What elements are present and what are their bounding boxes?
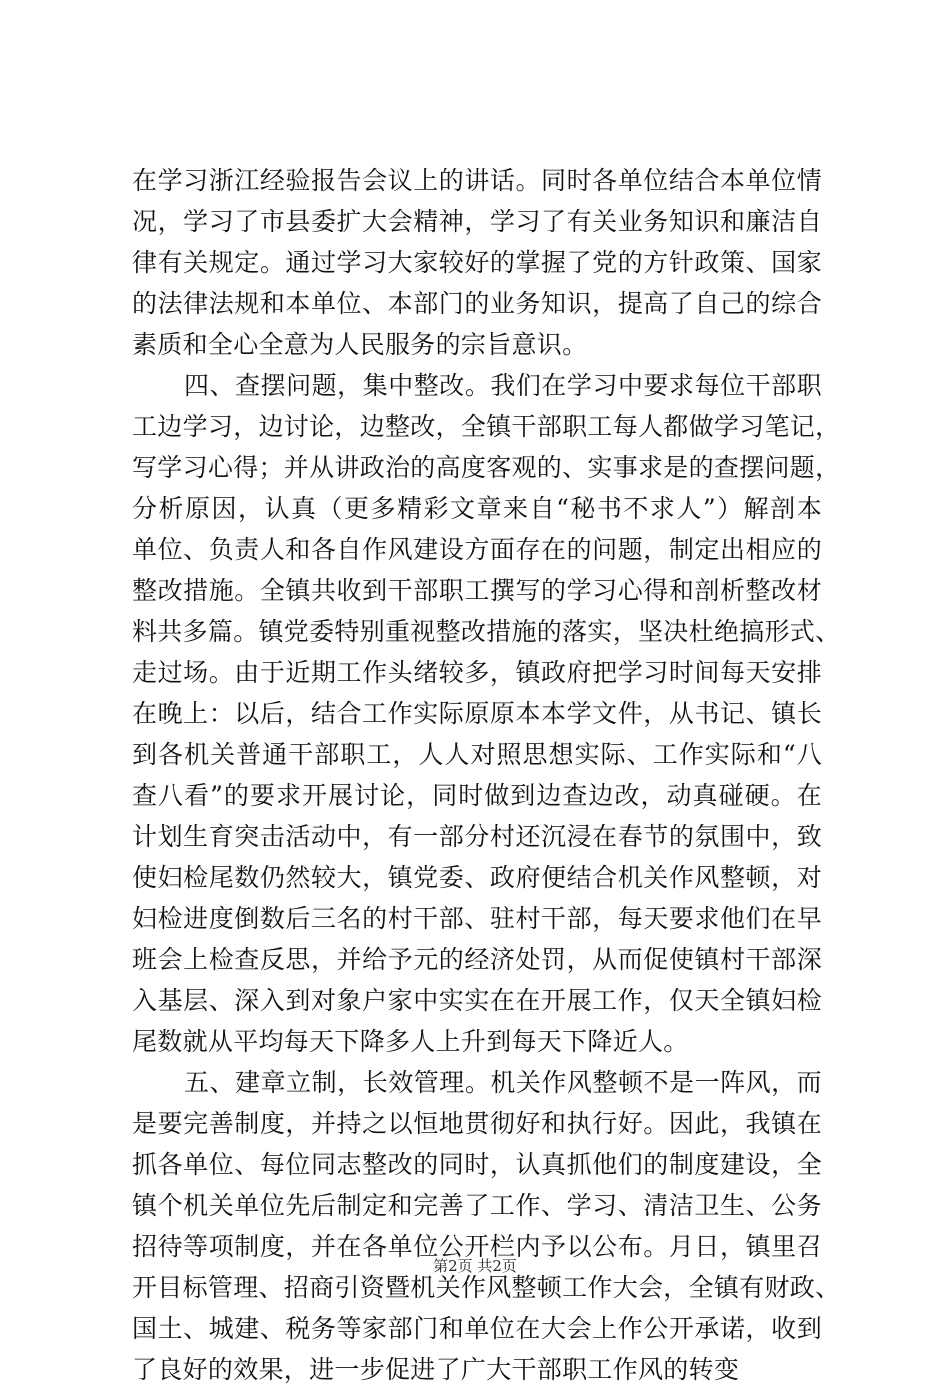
text-line: 走过场。由于近期工作头绪较多，镇政府把学习时间每天安排 [132, 658, 822, 687]
text-line: 使妇检尾数仍然较大，镇党委、政府便结合机关作风整顿，对 [132, 863, 822, 892]
text-line: 况，学习了市县委扩大会精神，学习了有关业务知识和廉洁自 [132, 207, 822, 236]
text-line: 写学习心得；并从讲政治的高度客观的、实事求是的查摆问题， [132, 453, 841, 482]
text-line: 尾数就从平均每天下降多人上升到每天下降近人。 [132, 1027, 689, 1056]
text-line: 计划生育突击活动中，有一部分村还沉浸在春节的氛围中，致 [132, 822, 822, 851]
body-text [132, 160, 841, 1390]
text-line: 了良好的效果，进一步促进了广大干部职工作风的转变 [132, 1355, 740, 1384]
text-line: 到各机关普通干部职工，人人对照思想实际、工作实际和“八 [132, 740, 822, 769]
text-line: 镇个机关单位先后制定和完善了工作、学习、清洁卫生、公务 [132, 1191, 822, 1220]
text-line: 整改措施。全镇共收到干部职工撰写的学习心得和剖析整改材 [132, 576, 822, 605]
text-line: 素质和全心全意为人民服务的宗旨意识。 [132, 330, 588, 359]
page-footer: 第2页 共2页 [433, 1257, 517, 1275]
text-line: 的法律法规和本单位、本部门的业务知识，提高了自己的综合 [132, 289, 822, 318]
text-line: 是要完善制度，并持之以恒地贯彻好和执行好。因此，我镇在 [132, 1109, 822, 1138]
text-line: 班会上检查反思，并给予元的经济处罚，从而促使镇村干部深 [132, 945, 822, 974]
text-line: 抓各单位、每位同志整改的同时，认真抓他们的制度建设，全 [132, 1150, 822, 1179]
text-line: 国土、城建、税务等家部门和单位在大会上作公开承诺，收到 [132, 1314, 822, 1343]
text-line: 开目标管理、招商引资暨机关作风整顿工作大会，全镇有财政、 [132, 1273, 841, 1302]
text-line: 在晚上：以后，结合工作实际原原本本学文件，从书记、镇长 [132, 699, 822, 728]
text-line: 料共多篇。镇党委特别重视整改措施的落实，坚决杜绝搞形式、 [132, 617, 841, 646]
paragraph-heading-line: 四、查摆问题，集中整改。我们在学习中要求每位干部职 [184, 371, 822, 400]
paragraph-heading-line: 五、建章立制，长效管理。机关作风整顿不是一阵风，而 [184, 1068, 822, 1097]
text-line: 查八看”的要求开展讨论，同时做到边查边改，动真碰硬。在 [132, 781, 822, 810]
text-line: 在学习浙江经验报告会议上的讲话。同时各单位结合本单位情 [132, 166, 822, 195]
text-line: 分析原因，认真（更多精彩文章来自“秘书不求人”）解剖本 [132, 494, 822, 523]
text-line: 入基层、深入到对象户家中实实在在开展工作，仅天全镇妇检 [132, 986, 822, 1015]
text-line: 妇检进度倒数后三名的村干部、驻村干部，每天要求他们在早 [132, 904, 822, 933]
text-line: 工边学习，边讨论，边整改，全镇干部职工每人都做学习笔记， [132, 412, 841, 441]
text-line: 律有关规定。通过学习大家较好的掌握了党的方针政策、国家 [132, 248, 822, 277]
text-line: 单位、负责人和各自作风建设方面存在的问题，制定出相应的 [132, 535, 822, 564]
text-line: 招待等项制度，并在各单位公开栏内予以公布。月日，镇里召 [132, 1232, 822, 1261]
